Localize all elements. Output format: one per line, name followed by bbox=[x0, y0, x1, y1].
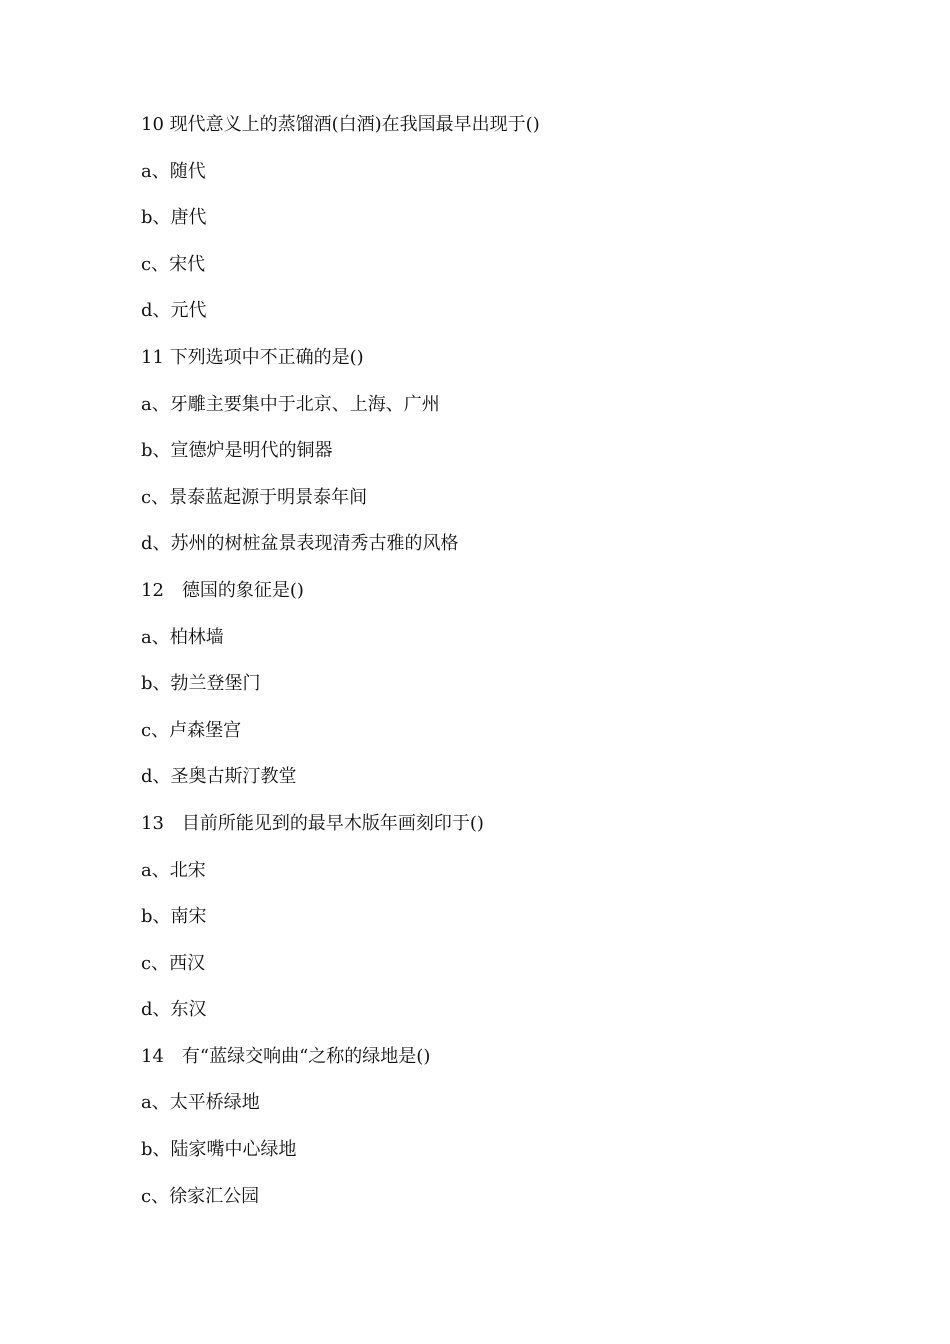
option-text: b、陆家嘴中心绿地 bbox=[141, 1139, 297, 1161]
option-text: a、柏林墙 bbox=[141, 626, 224, 648]
option-text: d、圣奥古斯汀教堂 bbox=[141, 766, 297, 788]
option-text: d、苏州的树桩盆景表现清秀古雅的风格 bbox=[141, 533, 459, 555]
option-text: a、北宋 bbox=[141, 859, 206, 881]
question-text: 12 德国的象征是() bbox=[141, 579, 304, 601]
option-text: c、卢森堡宫 bbox=[141, 719, 242, 741]
option-text: d、东汉 bbox=[141, 999, 207, 1021]
question-text: 13 目前所能见到的最早木版年画刻印于() bbox=[141, 812, 484, 834]
option-text: b、宣德炉是明代的铜器 bbox=[141, 440, 333, 462]
option-text: b、勃兰登堡门 bbox=[141, 673, 261, 695]
question-list bbox=[141, 112, 861, 1230]
question-text: 10 现代意义上的蒸馏酒(白酒)在我国最早出现于() bbox=[141, 114, 540, 135]
option-text: c、徐家汇公园 bbox=[141, 1185, 260, 1207]
question-text: 11 下列选项中不正确的是() bbox=[141, 346, 364, 368]
option-text: b、唐代 bbox=[141, 207, 207, 229]
option-text: b、南宋 bbox=[141, 906, 207, 928]
option-text: c、西汉 bbox=[141, 952, 206, 974]
option-text: c、宋代 bbox=[141, 253, 206, 275]
option-text: a、太平桥绿地 bbox=[141, 1092, 260, 1114]
option-text: c、景泰蓝起源于明景泰年间 bbox=[141, 486, 368, 508]
option-text: d、元代 bbox=[141, 300, 207, 322]
question-text: 14 有“蓝绿交响曲“之称的绿地是() bbox=[141, 1045, 431, 1067]
option-text: a、牙雕主要集中于北京、上海、广州 bbox=[141, 393, 440, 415]
option-text: a、随代 bbox=[141, 160, 206, 182]
